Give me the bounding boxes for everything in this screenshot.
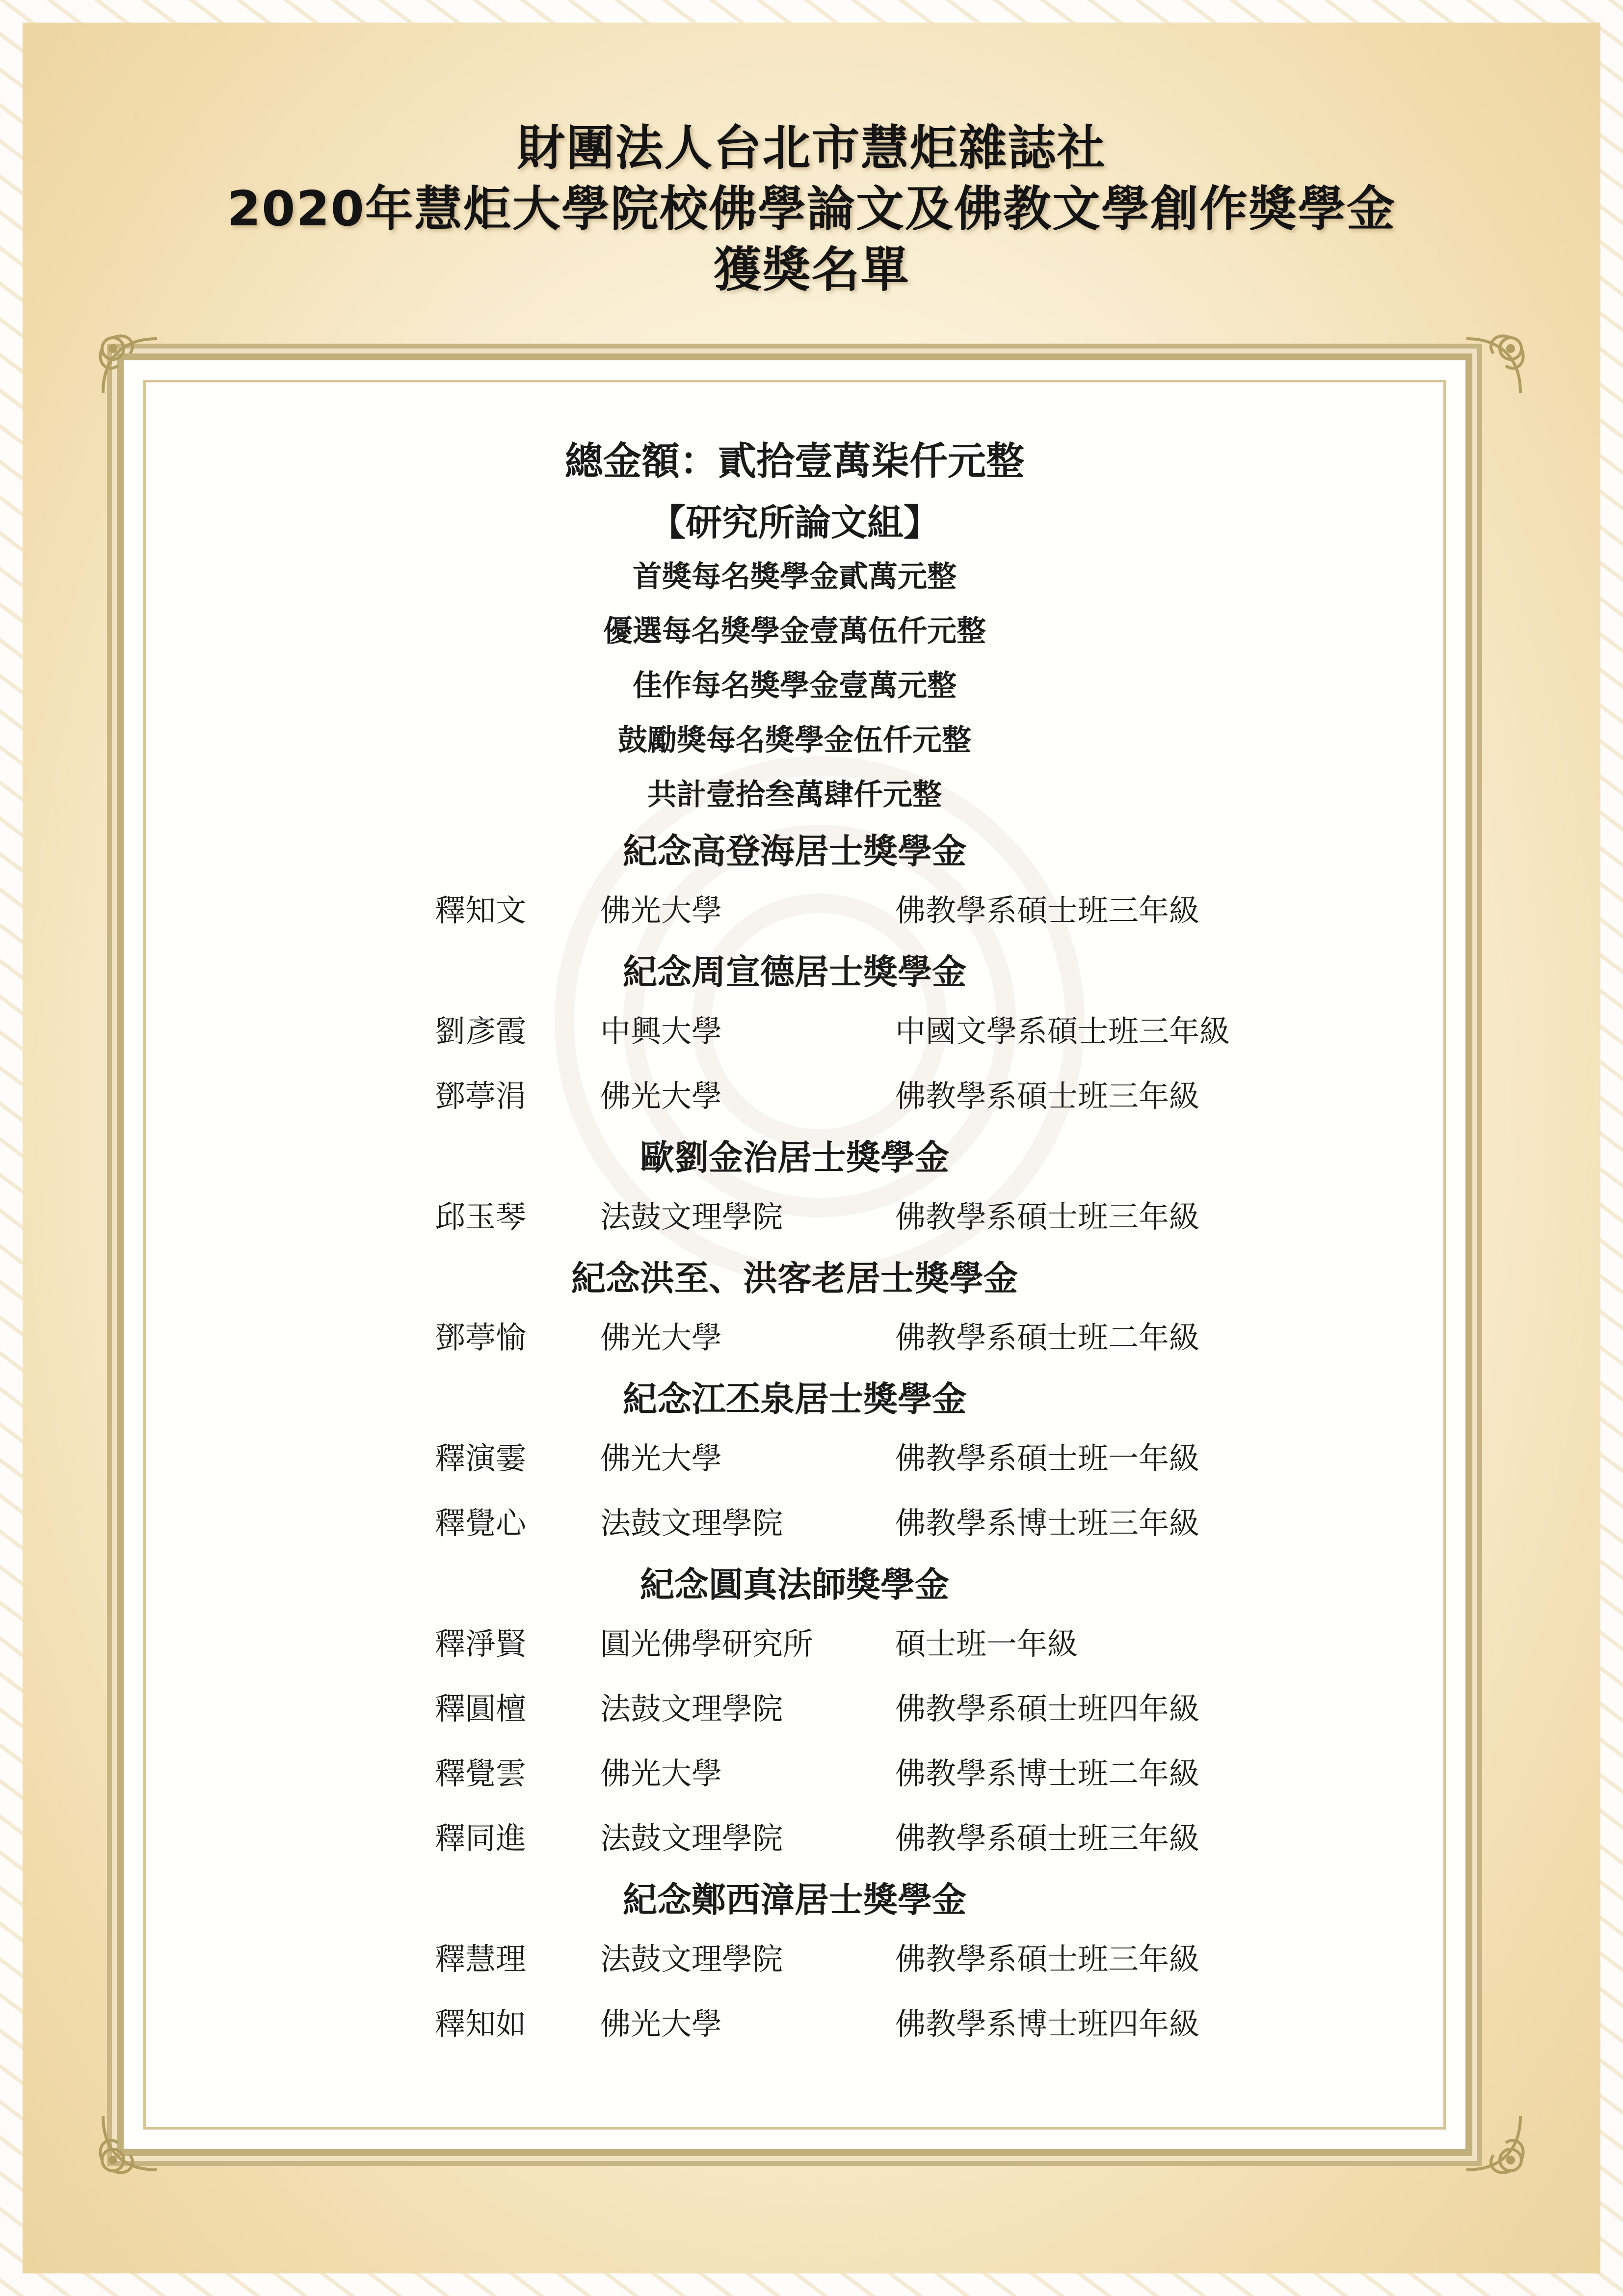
recipient-name: 釋演霎: [435, 1440, 527, 1476]
recipient-department: 佛教學系博士班三年級: [895, 1505, 1200, 1541]
prize-line: 首獎每名獎學金貳萬元整: [633, 560, 957, 594]
recipient-name: 釋淨賢: [435, 1626, 527, 1662]
recipient-school: 佛光大學: [600, 1078, 722, 1114]
recipient-department: 佛教學系碩士班三年級: [895, 1199, 1200, 1235]
recipient-department: 中國文學系碩士班三年級: [895, 1013, 1230, 1049]
award-title: 紀念圓真法師獎學金: [640, 1565, 949, 1605]
recipient-row: [117, 1927, 1472, 1992]
recipient-school: 佛光大學: [600, 2006, 722, 2042]
corner-ornament-icon: [1457, 329, 1530, 403]
page-title: [0, 118, 1623, 300]
recipient-name: 釋慧理: [435, 1941, 527, 1977]
recipient-school: 佛光大學: [600, 1756, 722, 1791]
recipient-name: 邱玉琴: [435, 1199, 527, 1235]
recipient-name: 釋覺心: [435, 1505, 527, 1541]
recipient-department: 碩士班一年級: [895, 1626, 1078, 1662]
recipient-row: [117, 1741, 1472, 1806]
recipient-row: [117, 1426, 1472, 1491]
recipient-school: 佛光大學: [600, 892, 722, 928]
recipient-department: 佛教學系碩士班三年級: [895, 1078, 1200, 1114]
recipient-row: [117, 878, 1472, 943]
recipient-school: 中興大學: [600, 1013, 722, 1049]
title-line-scholarship: 2020年慧炬大學院校佛學論文及佛教文學創作獎學金: [227, 181, 1396, 237]
prize-line: 優選每名獎學金壹萬伍仟元整: [603, 614, 986, 648]
recipient-row: [117, 1491, 1472, 1556]
corner-ornament-icon: [1457, 2106, 1530, 2180]
title-line-winners-list: 獲獎名單: [713, 242, 910, 298]
recipient-school: 法鼓文理學院: [600, 1691, 783, 1727]
recipient-school: 法鼓文理學院: [600, 1820, 783, 1856]
corner-ornament-icon: [93, 329, 167, 403]
award-title: 紀念鄭西漳居士獎學金: [623, 1880, 966, 1920]
title-line-organization: 財團法人台北市慧炬雜誌社: [517, 120, 1106, 176]
recipient-school: 佛光大學: [600, 1440, 722, 1476]
recipient-name: 劉彥霞: [435, 1013, 527, 1049]
recipient-department: 佛教學系碩士班三年級: [895, 1820, 1200, 1856]
recipient-row: [117, 1305, 1472, 1370]
recipient-name: 釋知文: [435, 892, 527, 928]
recipient-name: 鄧葶愉: [435, 1320, 527, 1355]
recipient-name: 鄧葶涓: [435, 1078, 527, 1114]
prize-total-line: 共計壹拾叁萬肆仟元整: [647, 778, 942, 812]
recipient-row: [117, 1806, 1472, 1871]
prize-list: [117, 550, 1472, 822]
recipient-department: 佛教學系碩士班二年級: [895, 1320, 1200, 1355]
recipient-department: 佛教學系博士班二年級: [895, 1756, 1200, 1791]
main-content: [117, 432, 1472, 2056]
prize-line: 鼓勵獎每名獎學金伍仟元整: [618, 723, 971, 757]
corner-ornament-icon: [93, 2106, 167, 2180]
recipient-name: 釋同進: [435, 1820, 527, 1856]
recipient-name: 釋覺雲: [435, 1756, 527, 1791]
recipient-row: [117, 1676, 1472, 1741]
recipient-row: [117, 1185, 1472, 1249]
prize-line: 佳作每名獎學金壹萬元整: [633, 669, 957, 703]
recipient-school: 法鼓文理學院: [600, 1941, 783, 1977]
recipient-school: 佛光大學: [600, 1320, 722, 1355]
award-title: 紀念洪至、洪客老居士獎學金: [571, 1258, 1018, 1298]
recipient-school: 法鼓文理學院: [600, 1505, 783, 1541]
group-title: 【研究所論文組】: [649, 502, 940, 544]
recipient-school: 圓光佛學研究所: [600, 1626, 814, 1662]
recipient-department: 佛教學系碩士班四年級: [895, 1691, 1200, 1727]
total-amount: 總金額：貳拾壹萬柒仟元整: [564, 439, 1024, 484]
recipient-row: [117, 999, 1472, 1064]
award-title: 紀念高登海居士獎學金: [623, 831, 966, 871]
recipient-department: 佛教學系碩士班一年級: [895, 1440, 1200, 1476]
award-title: 紀念周宣德居士獎學金: [623, 952, 966, 992]
award-title: 歐劉金治居士獎學金: [640, 1137, 949, 1178]
recipient-name: 釋圓檀: [435, 1691, 527, 1727]
recipient-row: [117, 1612, 1472, 1676]
recipient-row: [117, 1064, 1472, 1129]
recipient-department: 佛教學系碩士班三年級: [895, 892, 1200, 928]
award-title: 紀念江丕泉居士獎學金: [623, 1379, 966, 1419]
recipient-department: 佛教學系碩士班三年級: [895, 1941, 1200, 1977]
recipient-row: [117, 1992, 1472, 2056]
recipient-name: 釋知如: [435, 2006, 527, 2042]
recipient-department: 佛教學系博士班四年級: [895, 2006, 1200, 2042]
recipient-school: 法鼓文理學院: [600, 1199, 783, 1235]
